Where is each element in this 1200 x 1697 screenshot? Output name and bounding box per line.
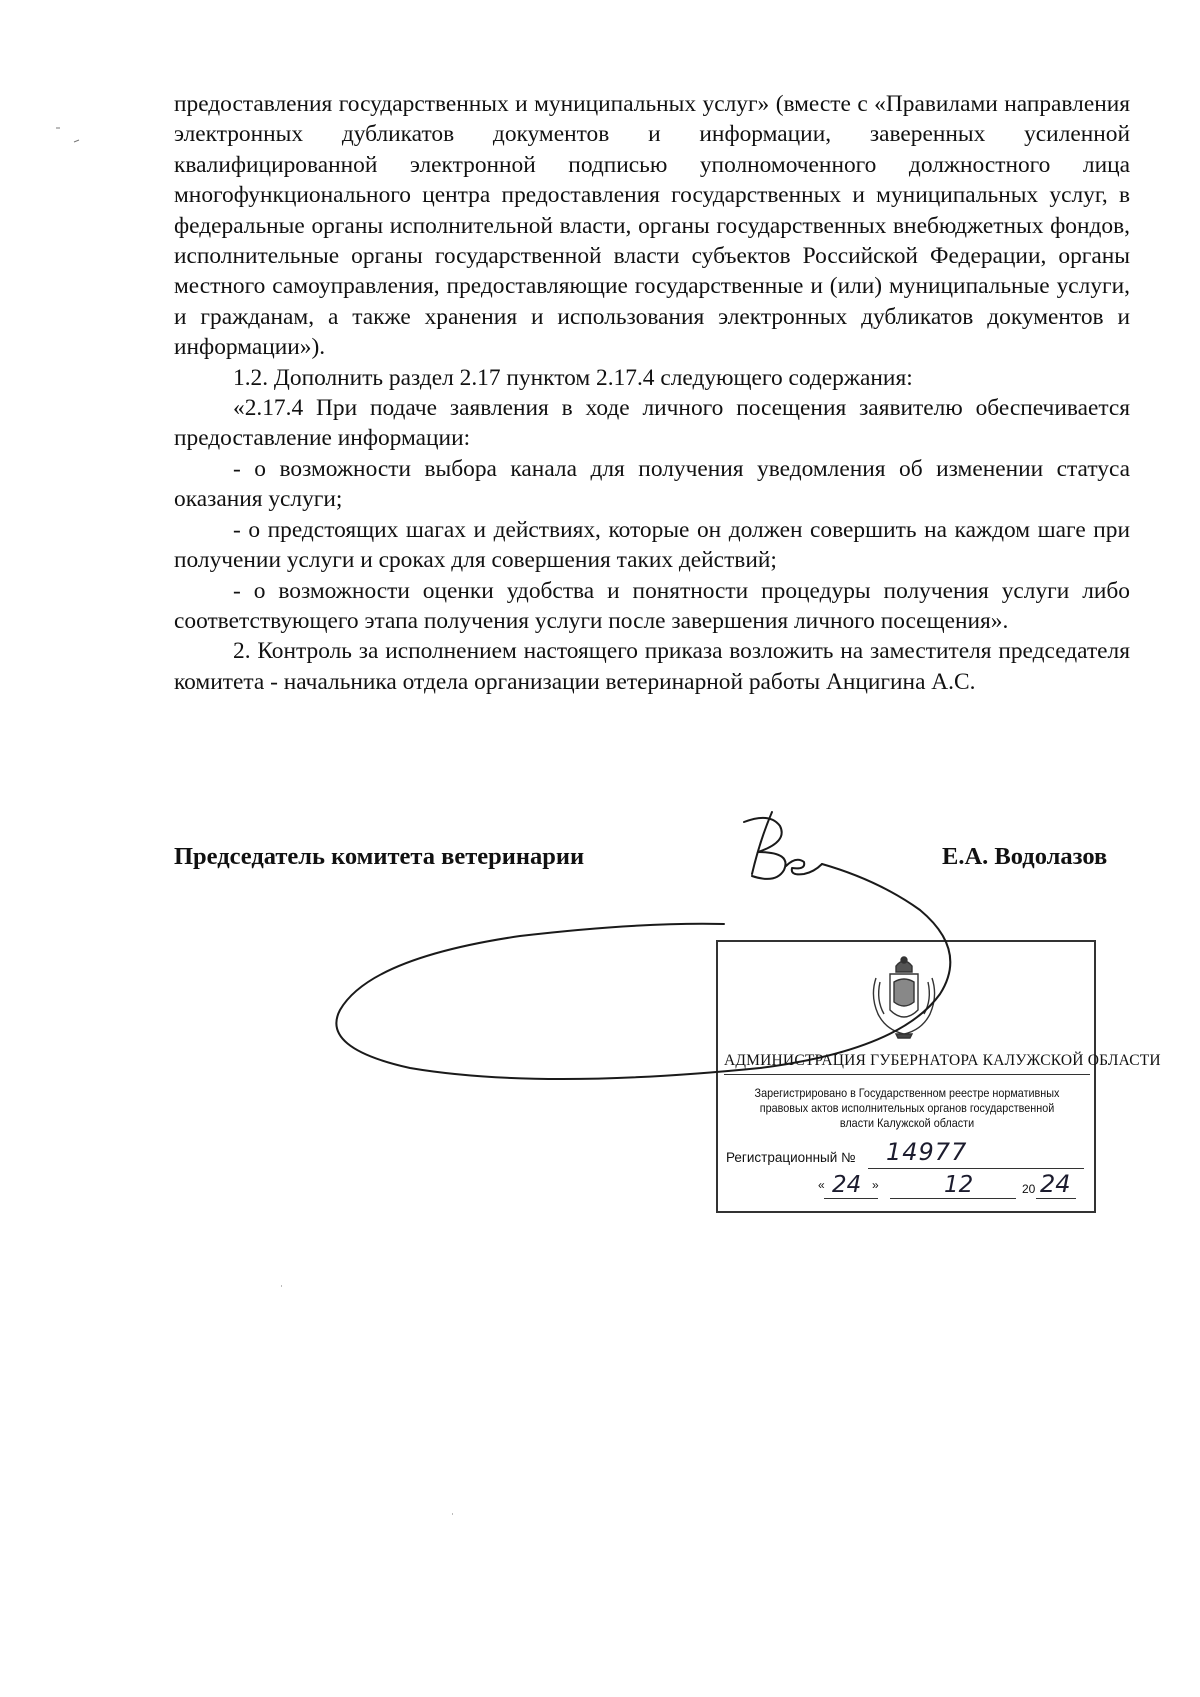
paragraph-bullet-1: - о возможности выбора канала для получения уведомления об изменении статуса оказания услуги;: [174, 455, 1130, 513]
paragraph-bullet-3: - о возможности оценки удобства и понятности процедуры получения услуги либо соответствующего этапа получения услуги после завершения личного посещения».: [174, 577, 1130, 634]
paragraph-item-2: 2. Контроль за исполнением настоящего приказа возложить на заместителя председателя комитета - начальника отдела организации ветеринарной работы Анцигина А.С.: [174, 638, 1130, 695]
reg-date-month: 12: [944, 1172, 974, 1198]
paragraph-continuation: предоставления государственных и муниципальных услуг» (вместе с «Правилами направления электронных дубликатов документов и информации, заверенных усиленной квалифицированной электронной подписью уполномоченного должностного лица многофункционального центра предоставления государственных и муниципальных услуг, в федеральные органы исполнительной власти, органы государственных внебюджетных фондов, исполнительные органы государственной власти субъектов Российской Федерации, органы местного самоуправления, предоставляющие государственные и (или) муниципальные услуги, и гражданам, а также хранения и использования электронных дубликатов документов и информации»).: [174, 91, 1130, 361]
reg-date-day: 24: [832, 1172, 862, 1198]
signatory-name: Е.А. Водолазов: [942, 843, 1108, 870]
reg-number-value: 14977: [886, 1138, 968, 1166]
stamp-divider: [724, 1074, 1090, 1075]
registration-stamp: [716, 940, 1161, 1213]
stamp-registered-text: Зарегистрировано в Государственном реестре нормативных правовых актов исполнительных органов государственной власти Калужской области: [754, 1086, 1060, 1130]
stamp-title: АДМИНИСТРАЦИЯ ГУБЕРНАТОРА КАЛУЖСКОЙ ОБЛАСТИ: [724, 1052, 1161, 1069]
date-month-line: [890, 1198, 1016, 1199]
date-quote-open: «: [818, 1178, 825, 1192]
reg-number-label: Регистрационный №: [726, 1150, 856, 1165]
date-quote-close: »: [872, 1178, 879, 1192]
reg-date-century: 20: [1022, 1182, 1036, 1196]
date-day-line: [824, 1198, 878, 1199]
reg-date-year: 24: [1040, 1170, 1071, 1198]
paragraph-item-2-17-4: «2.17.4 При подаче заявления в ходе личного посещения заявителю обеспечивается предоставление информации:: [174, 395, 1130, 452]
date-year-line: [1036, 1198, 1076, 1199]
coat-of-arms-icon: [866, 952, 942, 1040]
reg-date: [818, 1172, 1078, 1202]
signatory-position: Председатель комитета ветеринарии: [174, 843, 585, 870]
document-body: [174, 89, 1130, 697]
paragraph-bullet-2: - о предстоящих шагах и действиях, которые он должен совершить на каждом шаге при получении услуги и сроках для совершения таких действий;: [174, 516, 1130, 574]
reg-number-line: [868, 1168, 1084, 1169]
paragraph-item-1-2: 1.2. Дополнить раздел 2.17 пунктом 2.17.4 следующего содержания:: [233, 364, 913, 391]
